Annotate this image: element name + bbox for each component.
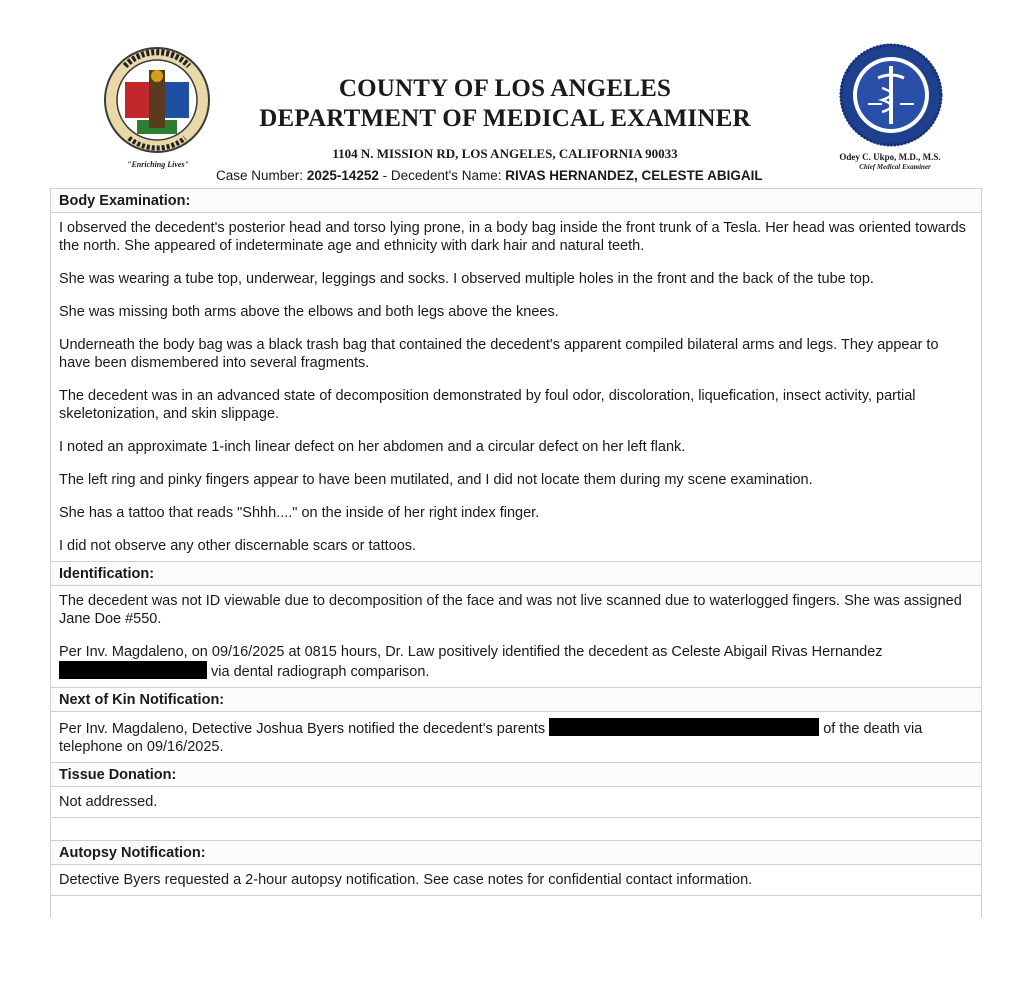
section-header-identification: Identification: bbox=[51, 561, 981, 586]
paragraph: I observed the decedent's posterior head and torso lying prone, in a body bag inside the front trunk of a Tesla. Her head was oriented towards the north. She appeared of indeterminate age and ethnicity with dark hair and natural teeth. bbox=[59, 220, 966, 254]
section-header-autopsy-notification: Autopsy Notification: bbox=[51, 840, 981, 865]
case-number-label: Case Number: bbox=[216, 168, 304, 183]
paragraph bbox=[59, 718, 973, 756]
seal-motto: "Enriching Lives" bbox=[127, 160, 189, 169]
case-info-line bbox=[216, 168, 836, 183]
case-number: 2025-14252 bbox=[306, 168, 379, 183]
identification-text-before: Per Inv. Magdaleno, on 09/16/2025 at 0815 hours, Dr. Law positively identified the decedent as Celeste Abigail Rivas Hernandez bbox=[59, 644, 883, 660]
blank-row bbox=[51, 895, 981, 918]
paragraph: The left ring and pinky fingers appear to have been mutilated, and I did not locate them during my scene examination. bbox=[59, 472, 813, 488]
chief-examiner-title: Chief Medical Examiner bbox=[859, 163, 931, 171]
paragraph: She was wearing a tube top, underwear, leggings and socks. I observed multiple holes in the front and the back of the tube top. bbox=[59, 271, 874, 287]
chief-examiner-name: Odey C. Ukpo, M.D., M.S. bbox=[839, 152, 941, 162]
redaction-bar bbox=[549, 718, 819, 736]
report-table bbox=[50, 188, 982, 918]
paragraph: She has a tattoo that reads "Shhh...." on the inside of her right index finger. bbox=[59, 505, 540, 521]
paragraph: I noted an approximate 1-inch linear defect on her abdomen and a circular defect on her left flank. bbox=[59, 439, 686, 455]
paragraph: Detective Byers requested a 2-hour autopsy notification. See case notes for confidential contact information. bbox=[59, 872, 753, 888]
county-seal-logo bbox=[103, 46, 211, 154]
medical-examiner-seal-logo bbox=[838, 42, 944, 148]
section-tissue-donation bbox=[51, 787, 981, 817]
paragraph: She was missing both arms above the elbows and both legs above the knees. bbox=[59, 304, 559, 320]
department-address: 1104 N. MISSION RD, LOS ANGELES, CALIFORNIA 90033 bbox=[332, 146, 678, 161]
blank-row bbox=[51, 817, 981, 840]
kin-text-after: of the death via telephone on 09/16/2025. bbox=[59, 721, 923, 755]
redaction-bar bbox=[59, 661, 207, 679]
section-header-body-examination: Body Examination: bbox=[51, 188, 981, 213]
paragraph: Not addressed. bbox=[59, 794, 158, 810]
page-title-county: COUNTY OF LOS ANGELES bbox=[338, 75, 672, 102]
paragraph: Underneath the body bag was a black trash bag that contained the decedent's apparent compiled bilateral arms and legs. They appear to have been dismembered into several fragments. bbox=[59, 337, 939, 371]
page-title-department: DEPARTMENT OF MEDICAL EXAMINER bbox=[259, 105, 751, 132]
section-identification bbox=[51, 586, 981, 687]
decedent-name: RIVAS HERNANDEZ, CELESTE ABIGAIL bbox=[505, 168, 763, 183]
kin-text-before: Per Inv. Magdaleno, Detective Joshua Byers notified the decedent's parents bbox=[59, 721, 546, 737]
case-separator: - bbox=[378, 168, 391, 183]
section-body-examination bbox=[51, 213, 981, 561]
section-header-tissue-donation: Tissue Donation: bbox=[51, 762, 981, 787]
identification-text-after: via dental radiograph comparison. bbox=[211, 664, 430, 680]
section-autopsy-notification bbox=[51, 865, 981, 895]
section-next-of-kin bbox=[51, 712, 981, 762]
paragraph: I did not observe any other discernable scars or tattoos. bbox=[59, 538, 417, 554]
section-header-next-of-kin: Next of Kin Notification: bbox=[51, 687, 981, 712]
paragraph bbox=[59, 643, 973, 681]
decedent-name-label: Decedent's Name: bbox=[390, 168, 502, 183]
paragraph: The decedent was in an advanced state of decomposition demonstrated by foul odor, discoloration, liquefication, insect activity, partial skeletonization, and skin slippage. bbox=[59, 388, 916, 422]
paragraph: The decedent was not ID viewable due to decomposition of the face and was not live scanned due to waterlogged fingers. She was assigned Jane Doe #550. bbox=[59, 593, 962, 627]
